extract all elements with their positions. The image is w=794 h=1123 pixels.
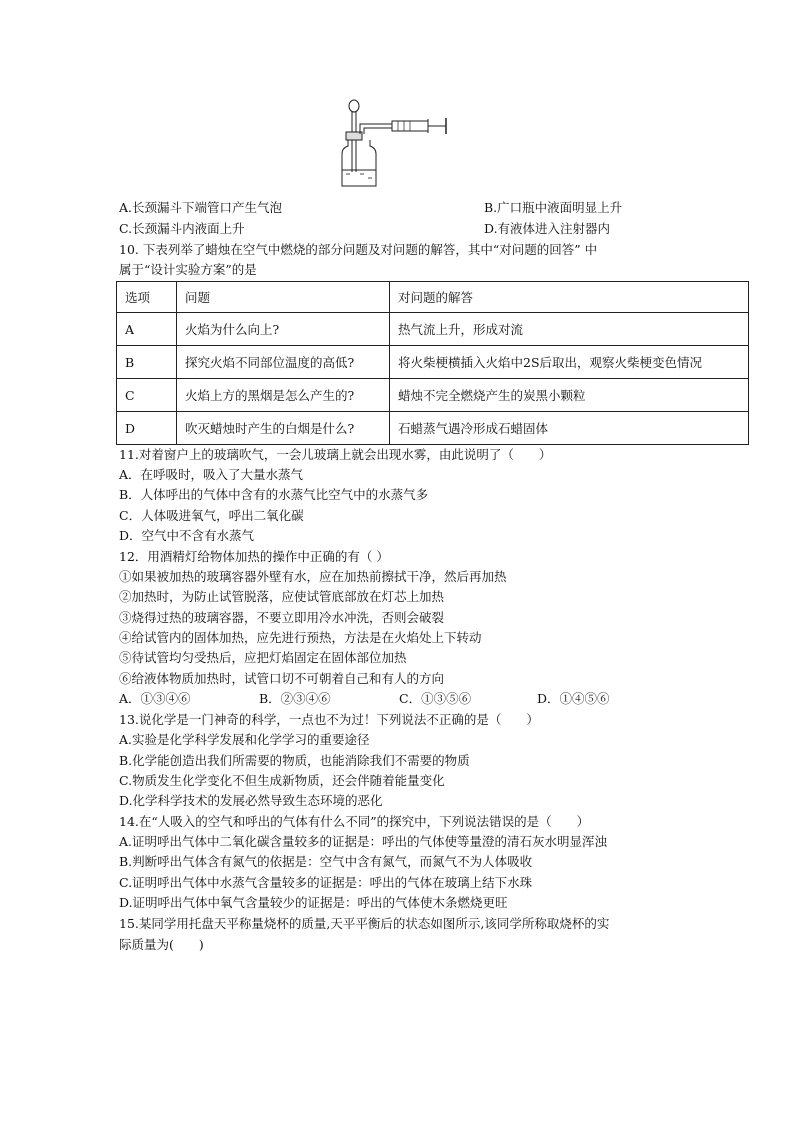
header-option: 选项 bbox=[117, 282, 177, 313]
row-question: 火焰上方的黑烟是怎么产生的? bbox=[177, 379, 390, 412]
q13-option: A.实验是化学科学发展和化学学习的重要途径 bbox=[119, 732, 370, 747]
q10-table bbox=[116, 281, 749, 445]
q14-option: C.证明呼出气体中水蒸气含量较多的证据是：呼出的气体在玻璃上结下水珠 bbox=[119, 875, 533, 890]
q14-option: B.判断呼出气体含有氮气的依据是：空气中含有氮气，而氮气不为人体吸收 bbox=[119, 854, 533, 869]
header-question: 问题 bbox=[177, 282, 390, 313]
q12-item: ④给试管内的固体加热，应先进行预热，方法是在火焰处上下转动 bbox=[119, 630, 482, 645]
row-answer: 热气流上升，形成对流 bbox=[390, 313, 749, 346]
q12-item: ⑤待试管均匀受热后，应把灯焰固定在固体部位加热 bbox=[119, 650, 407, 665]
q11-option: B．人体呼出的气体中含有的水蒸气比空气中的水蒸气多 bbox=[119, 487, 429, 502]
table-header-row bbox=[117, 282, 749, 313]
q12-stem: 12．用酒精灯给物体加热的操作中正确的有（ ） bbox=[119, 549, 389, 564]
row-answer: 将火柴梗横插入火焰中2S后取出，观察火柴梗变色情况 bbox=[390, 346, 749, 379]
apparatus-figure bbox=[336, 94, 456, 188]
row-question: 火焰为什么向上? bbox=[177, 313, 390, 346]
q9-option-a: A.长颈漏斗下端管口产生气泡 bbox=[119, 200, 283, 215]
row-question: 吹灭蜡烛时产生的白烟是什么? bbox=[177, 412, 390, 445]
q12-choice-b: B．②③④⑥ bbox=[259, 691, 331, 706]
q14-stem: 14.在“人吸入的空气和呼出的气体有什么不同”的探究中，下列说法错误的是（ ） bbox=[119, 814, 590, 829]
q12-item: ②加热时，为防止试管脱落，应使试管底部放在灯芯上加热 bbox=[119, 589, 445, 604]
q12-item: ⑥给液体物质加热时，试管口切不可朝着自己和有人的方向 bbox=[119, 671, 445, 686]
q12-item: ③烧得过热的玻璃容器，不要立即用冷水冲洗，否则会破裂 bbox=[119, 610, 445, 625]
table-row bbox=[117, 412, 749, 445]
q13-option: B.化学能创造出我们所需要的物质，也能消除我们不需要的物质 bbox=[119, 753, 470, 768]
q9-option-d: D.有液体进入注射器内 bbox=[484, 221, 611, 236]
q15-stem-line1: 15.某同学用托盘天平称量烧杯的质量,天平平衡后的状态如图所示,该同学所称取烧杯的实 bbox=[119, 916, 610, 931]
row-option: D bbox=[117, 412, 177, 445]
row-option: A bbox=[117, 313, 177, 346]
q11-option: D．空气中不含有水蒸气 bbox=[119, 528, 255, 543]
q12-choice-d: D．①④⑤⑥ bbox=[537, 691, 610, 706]
q10-stem-line1: 10. 下表列举了蜡烛在空气中燃烧的部分问题及对问题的解答，其中“对问题的回答” 中 bbox=[119, 242, 598, 257]
q15-stem-line2: 际质量为( ) bbox=[119, 937, 204, 952]
q12-item: ①如果被加热的玻璃容器外壁有水，应在加热前擦拭干净，然后再加热 bbox=[119, 569, 507, 584]
q10-stem-line2: 属于“设计实验方案”的是 bbox=[119, 262, 257, 277]
q13-stem: 13.说化学是一门神奇的科学，一点也不为过！下列说法不正确的是（ ） bbox=[119, 712, 539, 727]
q11-option: A．在呼吸时，吸入了大量水蒸气 bbox=[119, 467, 304, 482]
row-option: C bbox=[117, 379, 177, 412]
table-row bbox=[117, 313, 749, 346]
header-answer: 对问题的解答 bbox=[390, 282, 749, 313]
q13-option: C.物质发生化学变化不但生成新物质，还会伴随着能量变化 bbox=[119, 773, 445, 788]
q9-option-b: B.广口瓶中液面明显上升 bbox=[484, 200, 623, 215]
q11-option: C．人体吸进氧气，呼出二氧化碳 bbox=[119, 508, 304, 523]
row-answer: 蜡烛不完全燃烧产生的炭黑小颗粒 bbox=[390, 379, 749, 412]
q12-choice-a: A．①③④⑥ bbox=[119, 691, 191, 706]
row-answer: 石蜡蒸气遇冷形成石蜡固体 bbox=[390, 412, 749, 445]
q9-option-c: C.长颈漏斗内液面上升 bbox=[119, 221, 245, 236]
q14-option: D.证明呼出气体中氧气含量较少的证据是：呼出的气体使木条燃烧更旺 bbox=[119, 895, 508, 910]
q14-option: A.证明呼出气体中二氧化碳含量较多的证据是：呼出的气体使等量澄的清石灰水明显浑浊 bbox=[119, 834, 608, 849]
q12-choices bbox=[119, 690, 610, 708]
row-option: B bbox=[117, 346, 177, 379]
table-row bbox=[117, 346, 749, 379]
table-row bbox=[117, 379, 749, 412]
q11-stem: 11.对着窗户上的玻璃吹气，一会儿玻璃上就会出现水雾，由此说明了（ ） bbox=[119, 447, 552, 462]
row-question: 探究火焰不同部位温度的高低? bbox=[177, 346, 390, 379]
q12-choice-c: C．①③⑤⑥ bbox=[399, 691, 472, 706]
q13-option: D.化学科学技术的发展必然导致生态环境的恶化 bbox=[119, 793, 383, 808]
